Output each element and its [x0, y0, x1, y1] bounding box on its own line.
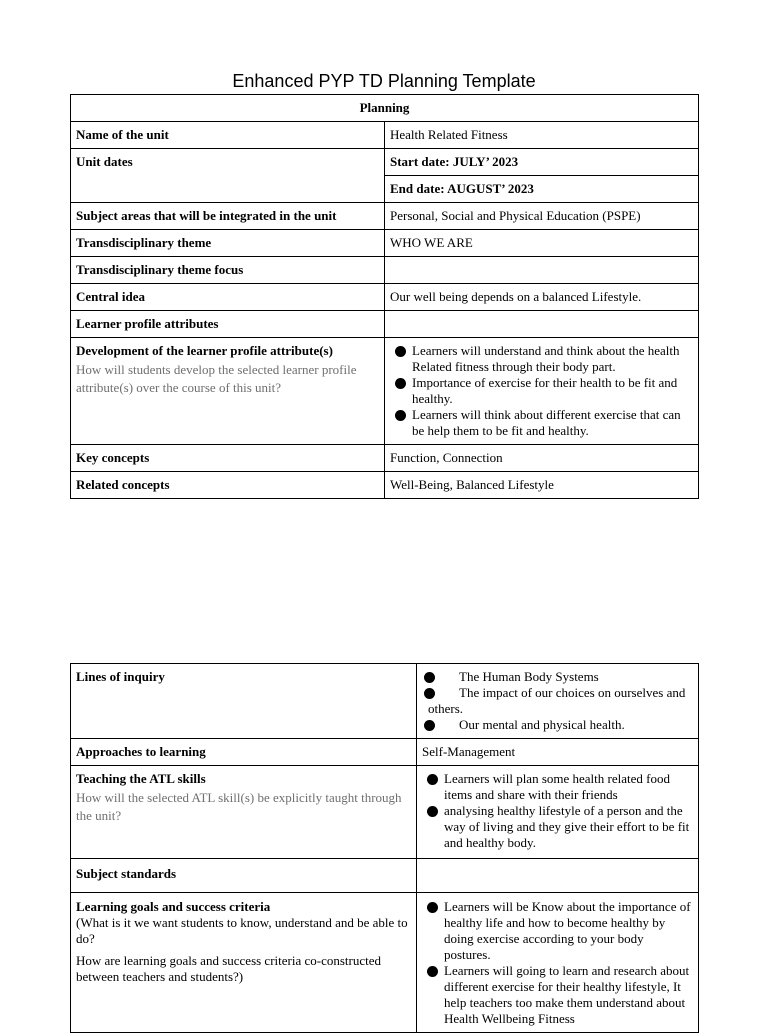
- table-row: [71, 472, 699, 499]
- table-row: [71, 338, 699, 445]
- td-theme-focus-label: Transdisciplinary theme focus: [71, 257, 385, 284]
- lp-attributes-value: [385, 311, 699, 338]
- teaching-atl-label: Teaching the ATL skills: [76, 771, 206, 786]
- bullet-icon: [395, 346, 406, 357]
- table-row: [71, 122, 699, 149]
- planning-table: [70, 94, 699, 499]
- learning-goals-cell: [71, 893, 417, 1033]
- list-item: Learners will be Know about the importance of healthy life and how to become healthy by doing exercise according to your body postures.: [444, 899, 693, 963]
- bullet-icon: [427, 902, 438, 913]
- bullet-icon: [427, 774, 438, 785]
- bullet-icon: [395, 410, 406, 421]
- subject-areas-label: Subject areas that will be integrated in the unit: [71, 203, 385, 230]
- learning-goals-question: (What is it we want students to know, understand and be able to do?: [76, 915, 408, 946]
- table-row: [71, 149, 699, 176]
- lines-of-inquiry-value: [417, 664, 699, 739]
- lines-of-inquiry-label: Lines of inquiry: [71, 664, 417, 739]
- subject-areas-value: Personal, Social and Physical Education (PSPE): [385, 203, 699, 230]
- list-item: Learners will think about different exercise that can be help them to be fit and healthy.: [412, 407, 693, 439]
- table-row: [71, 859, 699, 893]
- learning-goals-label: Learning goals and success criteria: [76, 899, 271, 914]
- start-date-value: Start date: JULY’ 2023: [385, 149, 699, 176]
- table-row: [71, 766, 699, 859]
- teaching-atl-hint: How will the selected ATL skill(s) be explicitly taught through the unit?: [76, 790, 402, 823]
- table-row: [71, 445, 699, 472]
- table-row: [71, 311, 699, 338]
- list-item: analysing healthy lifestyle of a person and the way of living and they give their effort to be fit and healthy body.: [444, 803, 693, 851]
- learning-goals-co-construct: How are learning goals and success criteria co-constructed between teachers and students?): [76, 953, 382, 984]
- atl-value: Self-Management: [417, 739, 699, 766]
- related-concepts-label: Related concepts: [71, 472, 385, 499]
- table-row: [71, 284, 699, 311]
- unit-name-label: Name of the unit: [71, 122, 385, 149]
- lp-development-cell: [71, 338, 385, 445]
- bullet-icon: [424, 688, 435, 699]
- planning-header: Planning: [71, 95, 699, 122]
- unit-name-value: Health Related Fitness: [385, 122, 699, 149]
- table-row: [71, 203, 699, 230]
- teaching-atl-cell: [71, 766, 417, 859]
- lp-attributes-label: Learner profile attributes: [71, 311, 385, 338]
- td-theme-focus-value: [385, 257, 699, 284]
- td-theme-label: Transdisciplinary theme: [71, 230, 385, 257]
- table-row: [71, 893, 699, 1033]
- atl-label: Approaches to learning: [71, 739, 417, 766]
- table-row: [71, 257, 699, 284]
- bullet-icon: [395, 378, 406, 389]
- list-item: Our mental and physical health.: [422, 717, 693, 733]
- lp-development-label: Development of the learner profile attribute(s): [76, 343, 333, 358]
- key-concepts-value: Function, Connection: [385, 445, 699, 472]
- key-concepts-label: Key concepts: [71, 445, 385, 472]
- table-row: [71, 739, 699, 766]
- table-row: [71, 230, 699, 257]
- list-item: Learners will understand and think about the health Related fitness through their body part.: [412, 343, 693, 375]
- list-item: Learners will going to learn and research about different exercise for their healthy lifestyle, It help teachers too make them understand about Health Wellbeing Fitness: [444, 963, 693, 1027]
- end-date-value: End date: AUGUST’ 2023: [385, 176, 699, 203]
- document-title: Enhanced PYP TD Planning Template: [232, 71, 536, 91]
- bullet-icon: [427, 806, 438, 817]
- list-item: The impact of our choices on ourselves and others.: [422, 685, 693, 717]
- lp-development-value: [385, 338, 699, 445]
- subject-standards-value: [417, 859, 699, 893]
- list-item: Importance of exercise for their health to be fit and healthy.: [412, 375, 693, 407]
- bullet-icon: [424, 672, 435, 683]
- list-item: Learners will plan some health related food items and share with their friends: [444, 771, 693, 803]
- teaching-atl-value: [417, 766, 699, 859]
- central-idea-value: Our well being depends on a balanced Lifestyle.: [385, 284, 699, 311]
- lp-development-hint: How will students develop the selected learner profile attribute(s) over the course of this unit?: [76, 362, 357, 395]
- related-concepts-value: Well-Being, Balanced Lifestyle: [385, 472, 699, 499]
- central-idea-label: Central idea: [71, 284, 385, 311]
- bullet-icon: [424, 720, 435, 731]
- unit-dates-label: Unit dates: [71, 149, 385, 203]
- learning-goals-value: [417, 893, 699, 1033]
- table-row: [71, 664, 699, 739]
- bullet-icon: [427, 966, 438, 977]
- list-item: The Human Body Systems: [422, 669, 693, 685]
- inquiry-table: [70, 663, 699, 1033]
- td-theme-value: WHO WE ARE: [385, 230, 699, 257]
- subject-standards-label: Subject standards: [71, 859, 417, 893]
